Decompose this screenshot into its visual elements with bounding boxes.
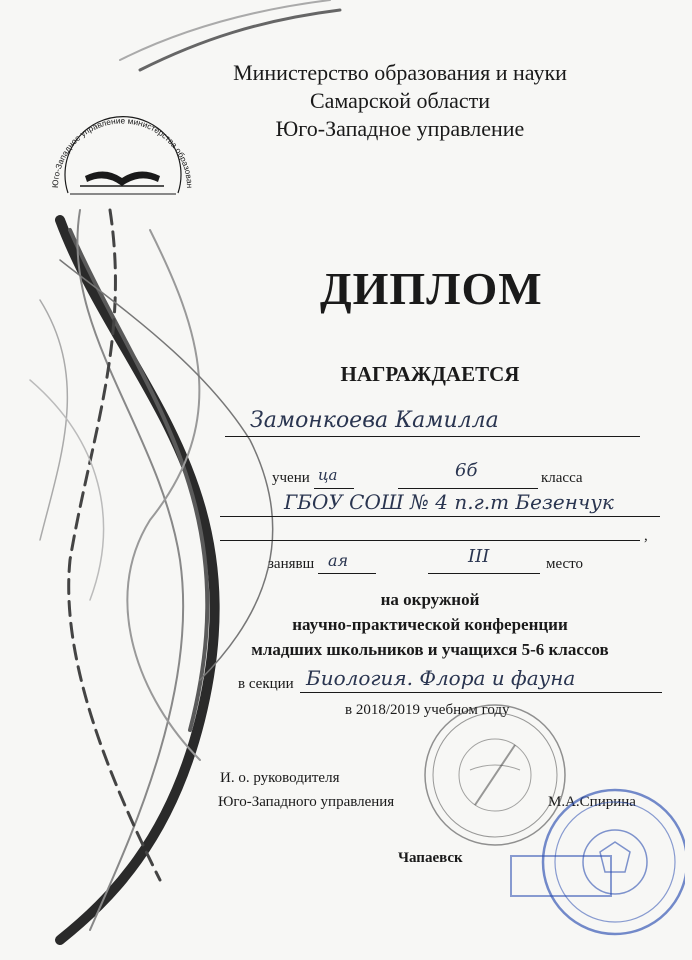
school-line-2 <box>220 540 640 541</box>
logo-arc-text: Юго-Западное управление министерства образован <box>49 115 196 189</box>
logo-emblem <box>40 48 205 213</box>
place-line <box>428 573 540 574</box>
header-line-2: Самарской области <box>309 88 491 113</box>
comma: , <box>644 528 648 544</box>
student-suffix-line <box>314 488 354 489</box>
awarded-heading: НАГРАЖДАЕТСЯ <box>340 362 520 386</box>
conference-line-1: на окружной <box>380 590 480 609</box>
recipient-line <box>225 436 640 437</box>
signatory-title-2: Юго-Западного управления <box>218 794 395 810</box>
place-label: место <box>546 556 584 572</box>
place-suffix: ая <box>328 551 349 570</box>
signatory-title-1: И. о. руководителя <box>220 770 340 786</box>
conference-line-3: младших школьников и учащихся 5-6 классов <box>251 640 609 659</box>
recipient-name: Замонкоева Камилла <box>250 408 499 433</box>
conference-line-2: научно-практической конференции <box>292 615 568 634</box>
signatory-name: М.А.Спирина <box>548 794 636 810</box>
student-suffix: ца <box>318 466 338 484</box>
student-prefix: учени <box>272 470 310 486</box>
svg-text:Юго-Западное управление минист <box>40 48 195 188</box>
section-line <box>300 692 662 693</box>
class-label: класса <box>541 470 583 486</box>
blue-stamp <box>505 772 685 942</box>
grade-line <box>398 488 538 489</box>
place-prefix: занявш <box>268 556 315 572</box>
header-line-3: Юго-Западное управление <box>275 116 525 141</box>
place-value: III <box>468 546 490 567</box>
section-prefix: в секции <box>238 676 294 692</box>
grade-value: 6б <box>455 460 478 481</box>
section-value: Биология. Флора и фауна <box>306 666 576 690</box>
school-name: ГБОУ СОШ № 4 п.г.т Безенчук <box>284 490 614 514</box>
academic-year: в 2018/2019 учебном году <box>345 702 510 718</box>
diploma-title: ДИПЛОМ <box>320 263 543 314</box>
header-line-1: Министерство образования и науки <box>233 60 567 85</box>
ministry-logo <box>40 48 205 213</box>
place-suffix-line <box>318 573 376 574</box>
school-line <box>220 516 660 517</box>
city: Чапаевск <box>398 850 463 866</box>
